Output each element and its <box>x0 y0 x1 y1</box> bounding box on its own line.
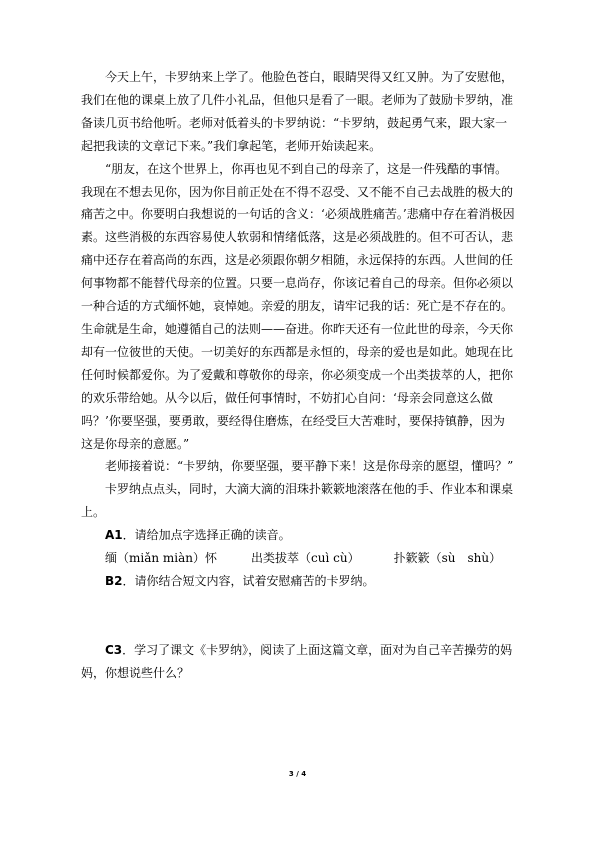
question-b2 <box>81 570 515 593</box>
pinyin-option-3: 扑簌簌（sù shù） <box>393 551 502 566</box>
pinyin-option-1: 缅（miǎn miàn）怀 <box>105 551 218 566</box>
question-b2-text: ．请你结合短文内容，试着安慰痛苦的卡罗纳。 <box>122 573 375 588</box>
page-content <box>81 66 515 685</box>
story-paragraph-1: 今天上午，卡罗纳来上学了。他脸色苍白，眼睛哭得又红又肿。为了安慰他，我们在他的课桌上放了几件小礼品，但他只是看了一眼。老师为了鼓励卡罗纳，准备读几页书给他听。老师对低着头的卡罗纳说：“卡罗纳，鼓起勇气来，跟大家一起把我读的文章记下来。”我们拿起笔，老师开始读起来。 <box>81 70 514 153</box>
question-c3-number: C3 <box>105 642 123 657</box>
question-c3 <box>81 639 515 685</box>
question-a1-options <box>81 547 515 570</box>
story-paragraph-4: 卡罗纳点点头，同时，大滴大滴的泪珠扑簌簌地滚落在他的手、作业本和课桌上。 <box>81 482 514 520</box>
question-a1-number: A1 <box>105 528 123 543</box>
story-paragraph-3: 老师接着说：“卡罗纳，你要坚强，要平静下来！这是你母亲的愿望，懂吗？” <box>105 459 514 474</box>
question-b2-number: B2 <box>105 573 123 588</box>
answer-space-b2 <box>81 593 515 639</box>
question-a1-text: ．请给加点字选择正确的读音。 <box>122 528 291 543</box>
pinyin-option-2: 出类拔萃（cuì cù） <box>251 551 360 566</box>
story-paragraph-2: “朋友，在这个世界上，你再也见不到自己的母亲了，这是一件残酷的事情。我现在不想去见你，因为你目前正处在不得不忍受、又不能不自己去战胜的极大的痛苦之中。你要明白我想说的一句话的含义：‘必须战胜痛苦。’悲痛中存在着消极因素。这些消极的东西容易使人软弱和情绪低落，这是必须战胜的。但不可否认，悲痛中还存在着高尚的东西，这是必须跟你朝夕相随，永远保持的东西。人世间的任何事物都不能替代母亲的位置。只要一息尚存，你该记着自己的母亲。但你必须以一种合适的方式缅怀她，哀悼她。亲爱的朋友，请牢记我的话：死亡是不存在的。生命就是生命，她遵循自己的法则——奋进。你昨天还有一位此世的母亲，今天你却有一位彼世的天使。一切美好的东西都是永恒的，母亲的爱也是如此。她现在比任何时候都爱你。为了爱戴和尊敬你的母亲，你必须变成一个出类拔萃的人，把你的欢乐带给她。从今以后，做任何事情时，不妨扪心自问：‘母亲会同意这么做吗？’你要坚强，要勇敢，要经得住磨炼，在经受巨大苦难时，要保持镇静，因为这是你母亲的意愿。” <box>81 161 515 451</box>
question-a1 <box>81 524 515 547</box>
question-c3-text: ．学习了课文《卡罗纳》，阅读了上面这篇文章，面对为自己辛苦操劳的妈妈，你想说些什么？ <box>81 642 513 680</box>
page-number: 3 / 4 <box>288 770 307 778</box>
